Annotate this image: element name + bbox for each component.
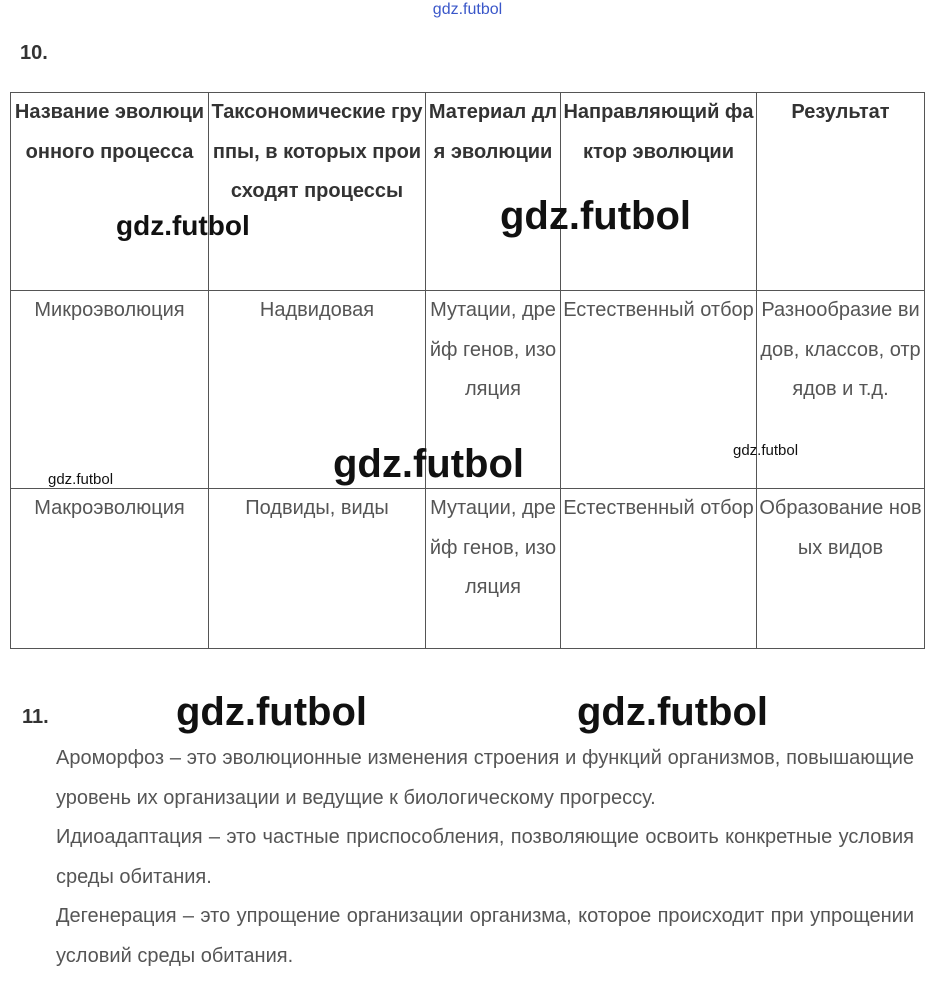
table-cell: Естественный отбор (561, 489, 757, 649)
table-cell: Надвидовая (209, 291, 426, 489)
table-cell: Микроэволюция (11, 291, 209, 489)
watermark: gdz.futbol (48, 471, 114, 488)
watermark: gdz.futbol (176, 690, 368, 734)
table-cell: Мутации, дрейф генов, изоляция (426, 291, 561, 489)
evolution-table (10, 92, 925, 649)
task-11-number: 11. (22, 706, 49, 728)
watermark: gdz.futbol (577, 690, 769, 734)
table-row (11, 489, 925, 649)
header-taxonomic-groups: Таксономические группы, в которых происходят процессы (209, 93, 426, 291)
paragraph-aromorphosis: Ароморфоз – это эволюционные изменения строения и функций организмов, повышающие уровень их организации и ведущие к биологическому прогрессу. (56, 747, 914, 809)
header-result: Результат (757, 93, 925, 291)
table-cell: Разнообразие видов, классов, отрядов и т.д. (757, 291, 925, 489)
watermark: gdz.futbol (500, 194, 692, 238)
table-cell: Образование новых видов (757, 489, 925, 649)
table-cell: Естественный отбор (561, 291, 757, 489)
watermark: gdz.futbol (116, 210, 250, 241)
watermark: gdz.futbol (333, 442, 525, 486)
table-cell: Подвиды, виды (209, 489, 426, 649)
table-cell: Мутации, дрейф генов, изоляция (426, 489, 561, 649)
table-header-row (11, 93, 925, 291)
top-watermark: gdz.futbol (432, 1, 503, 18)
header-driving-factor: Направляющий фактор эволюции (561, 93, 757, 291)
watermark: gdz.futbol (733, 442, 799, 459)
task-10-number: 10. (20, 42, 48, 64)
table-cell: Макроэволюция (11, 489, 209, 649)
header-material: Материал для эволюции (426, 93, 561, 291)
paragraph-idioadaptation: Идиоадаптация – это частные приспособления, позволяющие освоить конкретные условия среды обитания. (56, 826, 914, 888)
header-process-name: Название эволюционного процесса (11, 93, 209, 291)
paragraph-degeneration: Дегенерация – это упрощение организации организма, которое происходит при упрощении условий среды обитания. (56, 905, 914, 967)
